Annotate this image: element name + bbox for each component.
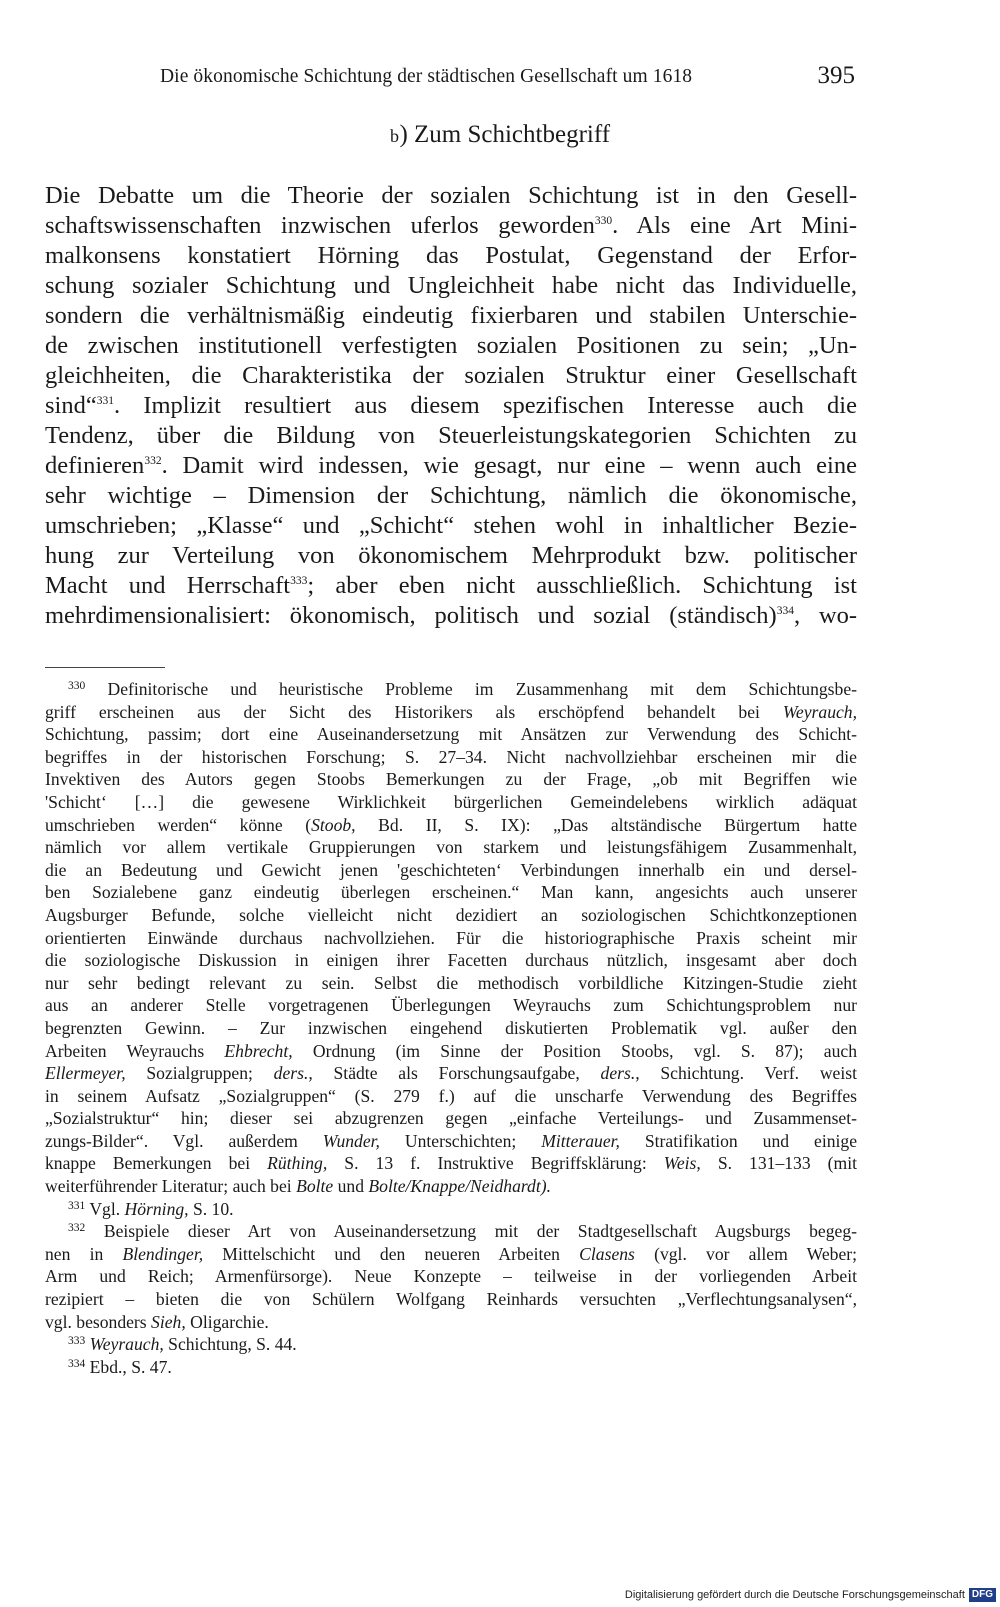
footnote-divider xyxy=(45,667,165,668)
footnote-number: 331 xyxy=(68,1199,86,1212)
footnote-text: Beispiele dieser Art von Auseinandersetzung mit der Stadtgesellschaft Augsburgs begeg- xyxy=(103,1221,857,1242)
footnote-line xyxy=(45,859,857,882)
footnote-ref[interactable]: 334 xyxy=(776,605,794,617)
footnote-text: weiterführender Literatur; auch bei xyxy=(45,1176,297,1197)
footnote-line xyxy=(45,949,857,972)
body-text: malkonsens konstatiert Hörning das Postulat, Gegenstand der Erfor- xyxy=(45,242,857,269)
footnote-text: Ordnung (im Sinne der Position Stoobs, vgl. S. 87); auch xyxy=(292,1040,857,1061)
dfg-logo-icon: DFG xyxy=(969,1588,996,1602)
footnote-citation: ders., xyxy=(600,1063,640,1084)
footnote-citation: Sieh, xyxy=(151,1311,186,1332)
footnote-citation: Clasens xyxy=(579,1243,635,1264)
footnote-line xyxy=(45,1040,857,1063)
footnote-text: Arbeiten Weyrauchs xyxy=(45,1040,225,1061)
footnote-text: begriffes in der historischen Forschung; S. 27–34. Nicht nachvollziehbar erscheinen mir die xyxy=(45,746,857,767)
footnote-line xyxy=(45,1107,857,1130)
footnote-text: (vgl. vor allem Weber; xyxy=(634,1243,857,1264)
footnote-line xyxy=(45,814,857,837)
footnote-text: begrenzten Gewinn. – Zur inzwischen eingehend diskutierten Problematik vgl. außer den xyxy=(45,1017,857,1038)
body-line xyxy=(45,541,857,571)
footnote-text: Schichtung. Verf. weist xyxy=(639,1063,857,1084)
footnotes xyxy=(45,678,857,1378)
footnote-citation: Stoob, xyxy=(311,814,356,835)
footnote-citation: ders., xyxy=(273,1063,313,1084)
footnote-line xyxy=(45,904,857,927)
body-line xyxy=(45,391,857,421)
body-text: ; aber eben nicht ausschließlich. Schichtung ist xyxy=(307,572,857,599)
footnote-line xyxy=(45,927,857,950)
footnote-line xyxy=(45,1333,857,1356)
footnote-line xyxy=(45,1175,857,1198)
footnote-text: in seinem Aufsatz „Sozialgruppen“ (S. 279 f.) auf die unscharfe Verwendung des Begriffes xyxy=(45,1085,857,1106)
footnote-text: Augsburger Befunde, solche vielleicht nicht dezidiert an soziologischen Schichtkonzeptionen xyxy=(45,904,857,925)
footnote-ref[interactable]: 333 xyxy=(290,575,308,587)
footnote-text: und xyxy=(333,1176,369,1197)
footnote-citation: Weis, xyxy=(663,1153,701,1174)
body-text: gleichheiten, die Charakteristika der sozialen Struktur einer Gesellschaft xyxy=(45,362,857,389)
body-line xyxy=(45,271,857,301)
footnote-line xyxy=(45,1085,857,1108)
footnote-line xyxy=(45,972,857,995)
body-line xyxy=(45,301,857,331)
footnote-text: nämlich vor allem vertikale Gruppierungen von starkem und leistungsfähigem Zusammenhalt, xyxy=(45,837,857,858)
body-text: Die Debatte um die Theorie der sozialen Schichtung ist in den Gesell- xyxy=(45,182,857,209)
footnote-line xyxy=(45,768,857,791)
page-number: 395 xyxy=(817,62,855,89)
body-line xyxy=(45,241,857,271)
footnote-number: 330 xyxy=(68,680,86,692)
footnote-line xyxy=(45,1356,857,1379)
footnote-text: orientierten Einwände durchaus nachvollziehen. Für die historiographische Praxis scheint mir xyxy=(45,927,857,948)
footnote-line xyxy=(45,1288,857,1311)
digitization-footer xyxy=(625,1587,996,1603)
body-line xyxy=(45,421,857,451)
body-text: schung sozialer Schichtung und Ungleichheit habe nicht das Individuelle, xyxy=(45,272,857,299)
body-text: Tendenz, über die Bildung von Steuerleistungskategorien Schichten zu xyxy=(45,422,857,449)
footnote-text: Stratifikation und einige xyxy=(619,1130,857,1151)
footnote-line xyxy=(45,1243,857,1266)
body-text: sondern die verhältnismäßig eindeutig fixierbaren und stabilen Unterschie- xyxy=(45,302,857,329)
body-text: mehrdimensionalisiert: ökonomisch, politisch und sozial (ständisch) xyxy=(45,602,777,629)
footnote-citation: Bolte xyxy=(296,1176,334,1197)
footnote-ref[interactable]: 331 xyxy=(96,395,114,407)
footnote-line xyxy=(45,723,857,746)
body-text: sind“ xyxy=(45,392,97,419)
body-text: , wo- xyxy=(793,602,857,629)
section-letter: b xyxy=(389,126,400,146)
body-line xyxy=(45,511,857,541)
footnote-text: Mittelschicht und den neueren Arbeiten xyxy=(203,1243,580,1264)
footnote-line xyxy=(45,881,857,904)
body-line xyxy=(45,331,857,361)
footnote-citation: Blendinger, xyxy=(122,1243,204,1264)
running-title: Die ökonomische Schichtung der städtischen Gesellschaft um 1618 xyxy=(160,66,693,87)
body-line xyxy=(45,571,857,601)
body-text: sehr wichtige – Dimension der Schichtung, nämlich die ökonomische, xyxy=(45,482,857,509)
footnote-line xyxy=(45,1265,857,1288)
footnote-number: 334 xyxy=(68,1357,86,1370)
footnote-text: Invektiven des Autors gegen Stoobs Bemerkungen zu der Frage, „ob mit Begriffen wie xyxy=(45,769,857,790)
body-paragraph xyxy=(45,181,857,631)
body-text: hung zur Verteilung von ökonomischem Mehrprodukt bzw. politischer xyxy=(45,542,857,569)
footnote-line xyxy=(45,1152,857,1175)
footnote-text: Sozialgruppen; xyxy=(125,1063,274,1084)
footnote-line xyxy=(45,1130,857,1153)
footnote-text: S. 13 f. Instruktive Begriffsklärung: xyxy=(327,1153,664,1174)
body-text: Macht und Herrschaft xyxy=(45,572,291,599)
footnote-text: Schichtung, passim; dort eine Auseinandersetzung mit Ansätzen zur Verwendung des Schicht- xyxy=(45,724,857,745)
body-text: umschrieben; „Klasse“ und „Schicht“ stehen wohl in inhaltlicher Bezie- xyxy=(45,512,857,539)
footnote-text: knappe Bemerkungen bei xyxy=(45,1153,268,1174)
footnote-line xyxy=(45,791,857,814)
footnote-line xyxy=(45,1311,857,1334)
footnote-text: Oligarchie. xyxy=(185,1311,269,1332)
footnote-text: zungs-Bilder“. Vgl. außerdem xyxy=(45,1130,323,1151)
footnote-text: griff erscheinen aus der Sicht des Historikers als erschöpfend behandelt bei xyxy=(45,701,783,722)
footnote-line xyxy=(45,1017,857,1040)
footnote-ref[interactable]: 330 xyxy=(594,215,613,227)
footnote-text: nen in xyxy=(45,1243,123,1264)
body-line xyxy=(45,601,857,631)
footnote-line xyxy=(45,994,857,1017)
footnote-line xyxy=(45,1198,857,1221)
footnote-text: S. 131–133 (mit xyxy=(700,1153,857,1174)
footnote-text: die an Bedeutung und Gewicht jenen 'geschichteten‘ Verbindungen innerhalb ein und dersel- xyxy=(45,859,857,880)
footnote-text: aus an anderer Stelle vorgetragenen Überlegungen Weyrauchs zum Schichtungsproblem nur xyxy=(45,995,857,1016)
body-text: . Als eine Art Mini- xyxy=(612,212,857,239)
body-text: definieren xyxy=(45,452,145,479)
body-text: . Damit wird indessen, wie gesagt, nur eine – wenn auch eine xyxy=(161,452,857,479)
footnote-text: Arm und Reich; Armenfürsorge). Neue Konzepte – teilweise in der vorliegenden Arbeit xyxy=(45,1266,857,1287)
footnote-line xyxy=(45,1062,857,1085)
body-line xyxy=(45,481,857,511)
footnote-text: Bd. II, S. IX): „Das altständische Bürgertum hatte xyxy=(355,814,857,835)
footnote-number: 333 xyxy=(68,1335,86,1348)
footnote-citation: Rüthing, xyxy=(267,1153,328,1174)
footnote-text: ben Sozialebene ganz eindeutig überlegen erscheinen.“ Man kann, angesichts auch unserer xyxy=(45,882,857,903)
footnote-text: Definitorische und heuristische Probleme im Zusammenhang mit dem Schichtungsbe- xyxy=(107,679,857,699)
footnote-text: rezipiert – bieten die von Schülern Wolfgang Reinhards versuchten „Verflechtungsanalysen“, xyxy=(45,1289,857,1310)
footnote-text: die soziologische Diskussion in einigen ihrer Facetten durchaus nützlich, insgesamt aber doch xyxy=(45,950,857,971)
footnote-line xyxy=(45,836,857,859)
footnote-citation: Mitterauer, xyxy=(541,1130,620,1151)
footnote-text: umschrieben werden“ könne ( xyxy=(45,814,312,835)
footnote-text: nur sehr bedingt relevant zu sein. Selbst die methodisch vorbildliche Kitzingen-Studie zieht xyxy=(45,972,857,993)
footnote-text: Städte als Forschungsaufgabe, xyxy=(312,1063,601,1084)
footnote-text: Ebd., S. 47. xyxy=(89,1356,172,1377)
body-text: schaftswissenschaften inzwischen uferlos geworden xyxy=(45,212,595,239)
footnote-number: 332 xyxy=(68,1222,86,1235)
footnote-text: vgl. besonders xyxy=(45,1311,152,1332)
body-line xyxy=(45,181,857,211)
body-text: . Implizit resultiert aus diesem spezifischen Interesse auch die xyxy=(113,392,857,419)
footnote-text: „Sozialstruktur“ hin; dieser sei abzugrenzen gegen „einfache Verteilungs- und Zusammenset- xyxy=(45,1108,857,1129)
footnote-text: 'Schicht‘ […] die gewesene Wirklichkeit bürgerlichen Gemeindelebens wirklich adäquat xyxy=(45,791,857,812)
digitization-note: Digitalisierung gefördert durch die Deutsche Forschungsgemeinschaft xyxy=(624,1589,965,1601)
footnote-text: Unterschichten; xyxy=(379,1130,542,1151)
page-header xyxy=(160,62,855,98)
footnote-text: Vgl. xyxy=(89,1198,125,1219)
footnote-citation: Wunder, xyxy=(322,1130,380,1151)
footnote-citation: Weyrauch, xyxy=(89,1334,164,1355)
footnote-citation: Ehbrecht, xyxy=(224,1040,293,1061)
footnote-line xyxy=(45,1220,857,1243)
body-line xyxy=(45,211,857,241)
footnote-citation: Weyrauch, xyxy=(782,701,857,722)
footnote-citation: Bolte/Knappe/Neidhardt). xyxy=(368,1176,552,1197)
footnote-line xyxy=(45,678,857,701)
section-heading xyxy=(0,121,1000,149)
footnote-citation: Ellermeyer, xyxy=(45,1063,126,1084)
body-line xyxy=(45,451,857,481)
footnote-text: S. 10. xyxy=(188,1198,234,1219)
footnote-line xyxy=(45,701,857,724)
footnote-citation: Hörning, xyxy=(124,1198,189,1219)
footnote-text: Schichtung, S. 44. xyxy=(163,1334,297,1355)
section-title: ) Zum Schichtbegriff xyxy=(399,121,611,148)
footnote-ref[interactable]: 332 xyxy=(144,455,162,467)
body-line xyxy=(45,361,857,391)
footnote-line xyxy=(45,746,857,769)
body-text: de zwischen institutionell verfestigten sozialen Positionen zu sein; „Un- xyxy=(45,332,857,359)
